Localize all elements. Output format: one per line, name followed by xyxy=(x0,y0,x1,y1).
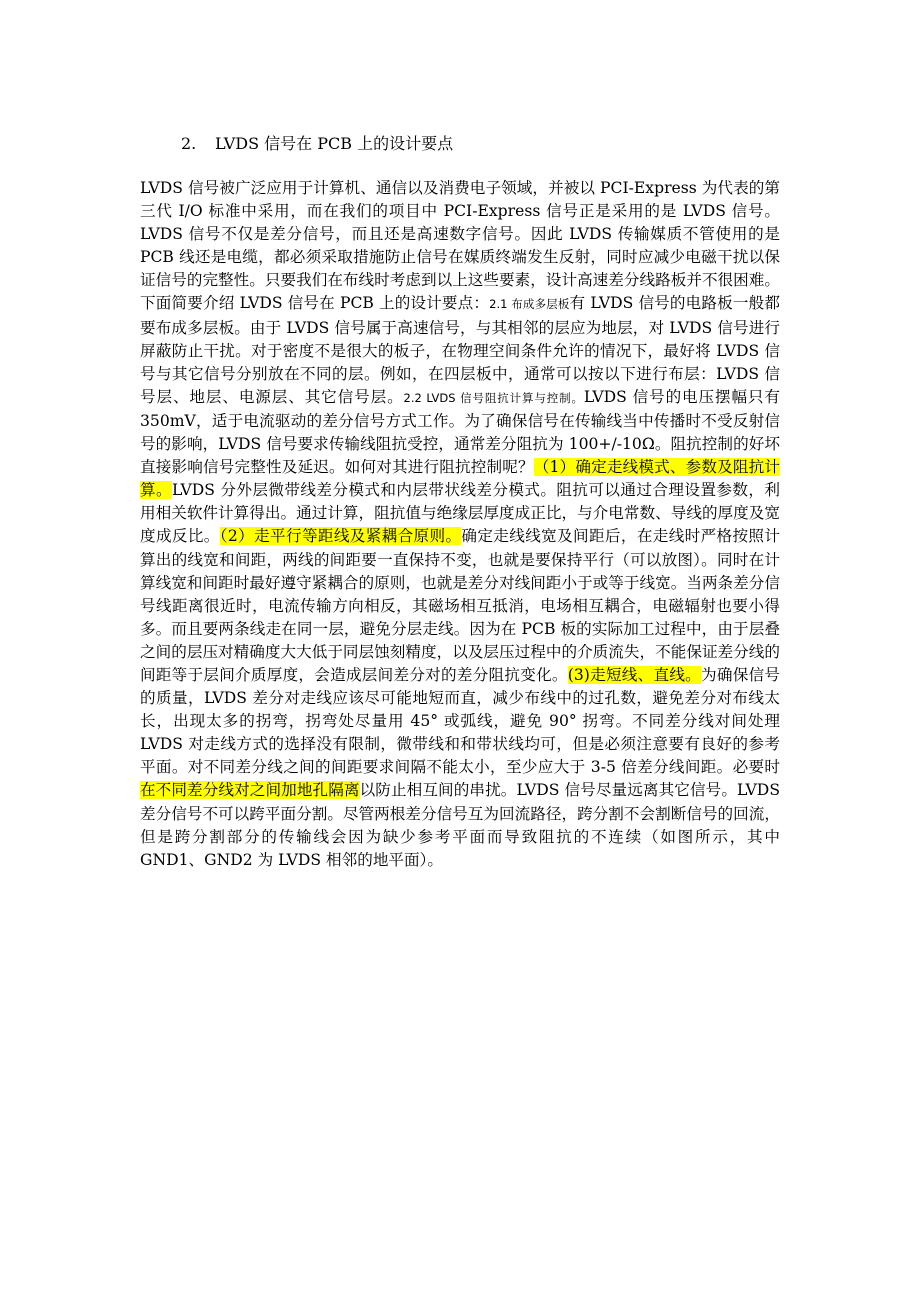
text-step-1: LVDS 分外层微带线差分模式和内层带状线差分模式。阻抗可以通过合理设置参数，利用相关软件计算得出。通过计算，阻抗值与绝缘层厚度成正比，与介电常数、导线的厚度及宽度成反比。 xyxy=(140,481,780,546)
text-multilayer: 有 LVDS 信号的电路板一般都要布成多层板。由于 LVDS 信号属于高速信号，与其相邻的层应为地层，对 LVDS 信号进行屏蔽防止干扰。对于密度不是很大的板子，在物理空间条件允许的情况下，最好将 LVDS 信号与其它信号分别放在不同的层。例如，在四层板中，通常可以按以下进行布层：LVDS 信号层、地层、电源层、其它信号层。 xyxy=(140,294,780,406)
section-title: LVDS 信号在 PCB 上的设计要点 xyxy=(215,134,454,153)
section-heading xyxy=(181,133,453,155)
text-crosstalk: 以防止相互间的串扰。LVDS 信号尽量远离其它信号。LVDS 差分信号不可以跨平面分割。尽管两根差分信号互为回流路径，跨分割不会割断信号的回流，但是跨分割部分的传输线会因为缺少参考平面而导致阻抗的不连续（如图所示，其中 GND1、GND2 为 LVDS 相邻的地平面）。 xyxy=(140,781,780,869)
body-paragraph xyxy=(140,177,780,872)
subheading-multilayer: 2.1 布成多层板 xyxy=(489,297,570,312)
text-intro: LVDS 信号被广泛应用于计算机、通信以及消费电子领域，并被以 PCI-Express 为代表的第三代 I/O 标准中采用，而在我们的项目中 PCI-Express 信号正是采用的是 LVDS 信号。LVDS 信号不仅是差分信号，而且还是高速数字信号。因此 LVDS 传输媒质不管使用的是 PCB 线还是电缆，都必须采取措施防止信号在媒质终端发生反射，同时应减少电磁干扰以保证信号的完整性。只要我们在布线时考虑到以上这些要素，设计高速差分线路板并不很困难。下面简要介绍 LVDS 信号在 PCB 上的设计要点： xyxy=(140,179,780,313)
text-impedance: LVDS 信号的电压摆幅只有 350mV，适于电流驱动的差分信号方式工作。为了确保信号在传输线当中传播时不受反射信号的影响，LVDS 信号要求传输线阻抗受控，通常差分阻抗为 100+/-10Ω。阻抗控制的好坏直接影响信号完整性及延迟。如何对其进行阻抗控制呢？ xyxy=(140,387,780,477)
subheading-impedance: 2.2 LVDS 信号阻抗计算与控制。 xyxy=(403,390,584,405)
highlight-step-3: (3)走短线、直线。 xyxy=(567,665,702,684)
highlight-step-1: （1）确定走线模式、参数及阻抗计算。 xyxy=(140,458,780,500)
highlight-ground-vias: 在不同差分线对之间加地孔隔离 xyxy=(140,781,360,800)
text-step-2: 确定走线线宽及间距后，在走线时严格按照计算出的线宽和间距，两线的间距要一直保持不变，也就是要保持平行（可以放图）。同时在计算线宽和间距时最好遵守紧耦合的原则，也就是差分对线间距小于或等于线宽。当两条差分信号线距离很近时，电流传输方向相反，其磁场相互抵消，电场相互耦合，电磁辐射也要小得多。而且要两条线走在同一层，避免分层走线。因为在 PCB 板的实际加工过程中，由于层叠之间的层压对精确度大大低于同层蚀刻精度，以及层压过程中的介质流失，不能保证差分线的间距等于层间介质厚度，会造成层间差分对的差分阻抗变化。 xyxy=(140,527,780,684)
highlight-step-2: （2）走平行等距线及紧耦合原则。 xyxy=(219,527,462,546)
text-step-3: 为确保信号的质量，LVDS 差分对走线应该尽可能地短而直，减少布线中的过孔数，避免差分对布线太长，出现太多的拐弯，拐弯处尽量用 45° 或弧线，避免 90° 拐弯。不同差分线对间处理 LVDS 对走线方式的选择没有限制，微带线和和带状线均可，但是必须注意要有良好的参考平面。对不同差分线之间的间距要求间隔不能太小，至少应大于 3-5 倍差分线间距。必要时 xyxy=(140,665,780,777)
section-number: 2. xyxy=(181,134,197,153)
